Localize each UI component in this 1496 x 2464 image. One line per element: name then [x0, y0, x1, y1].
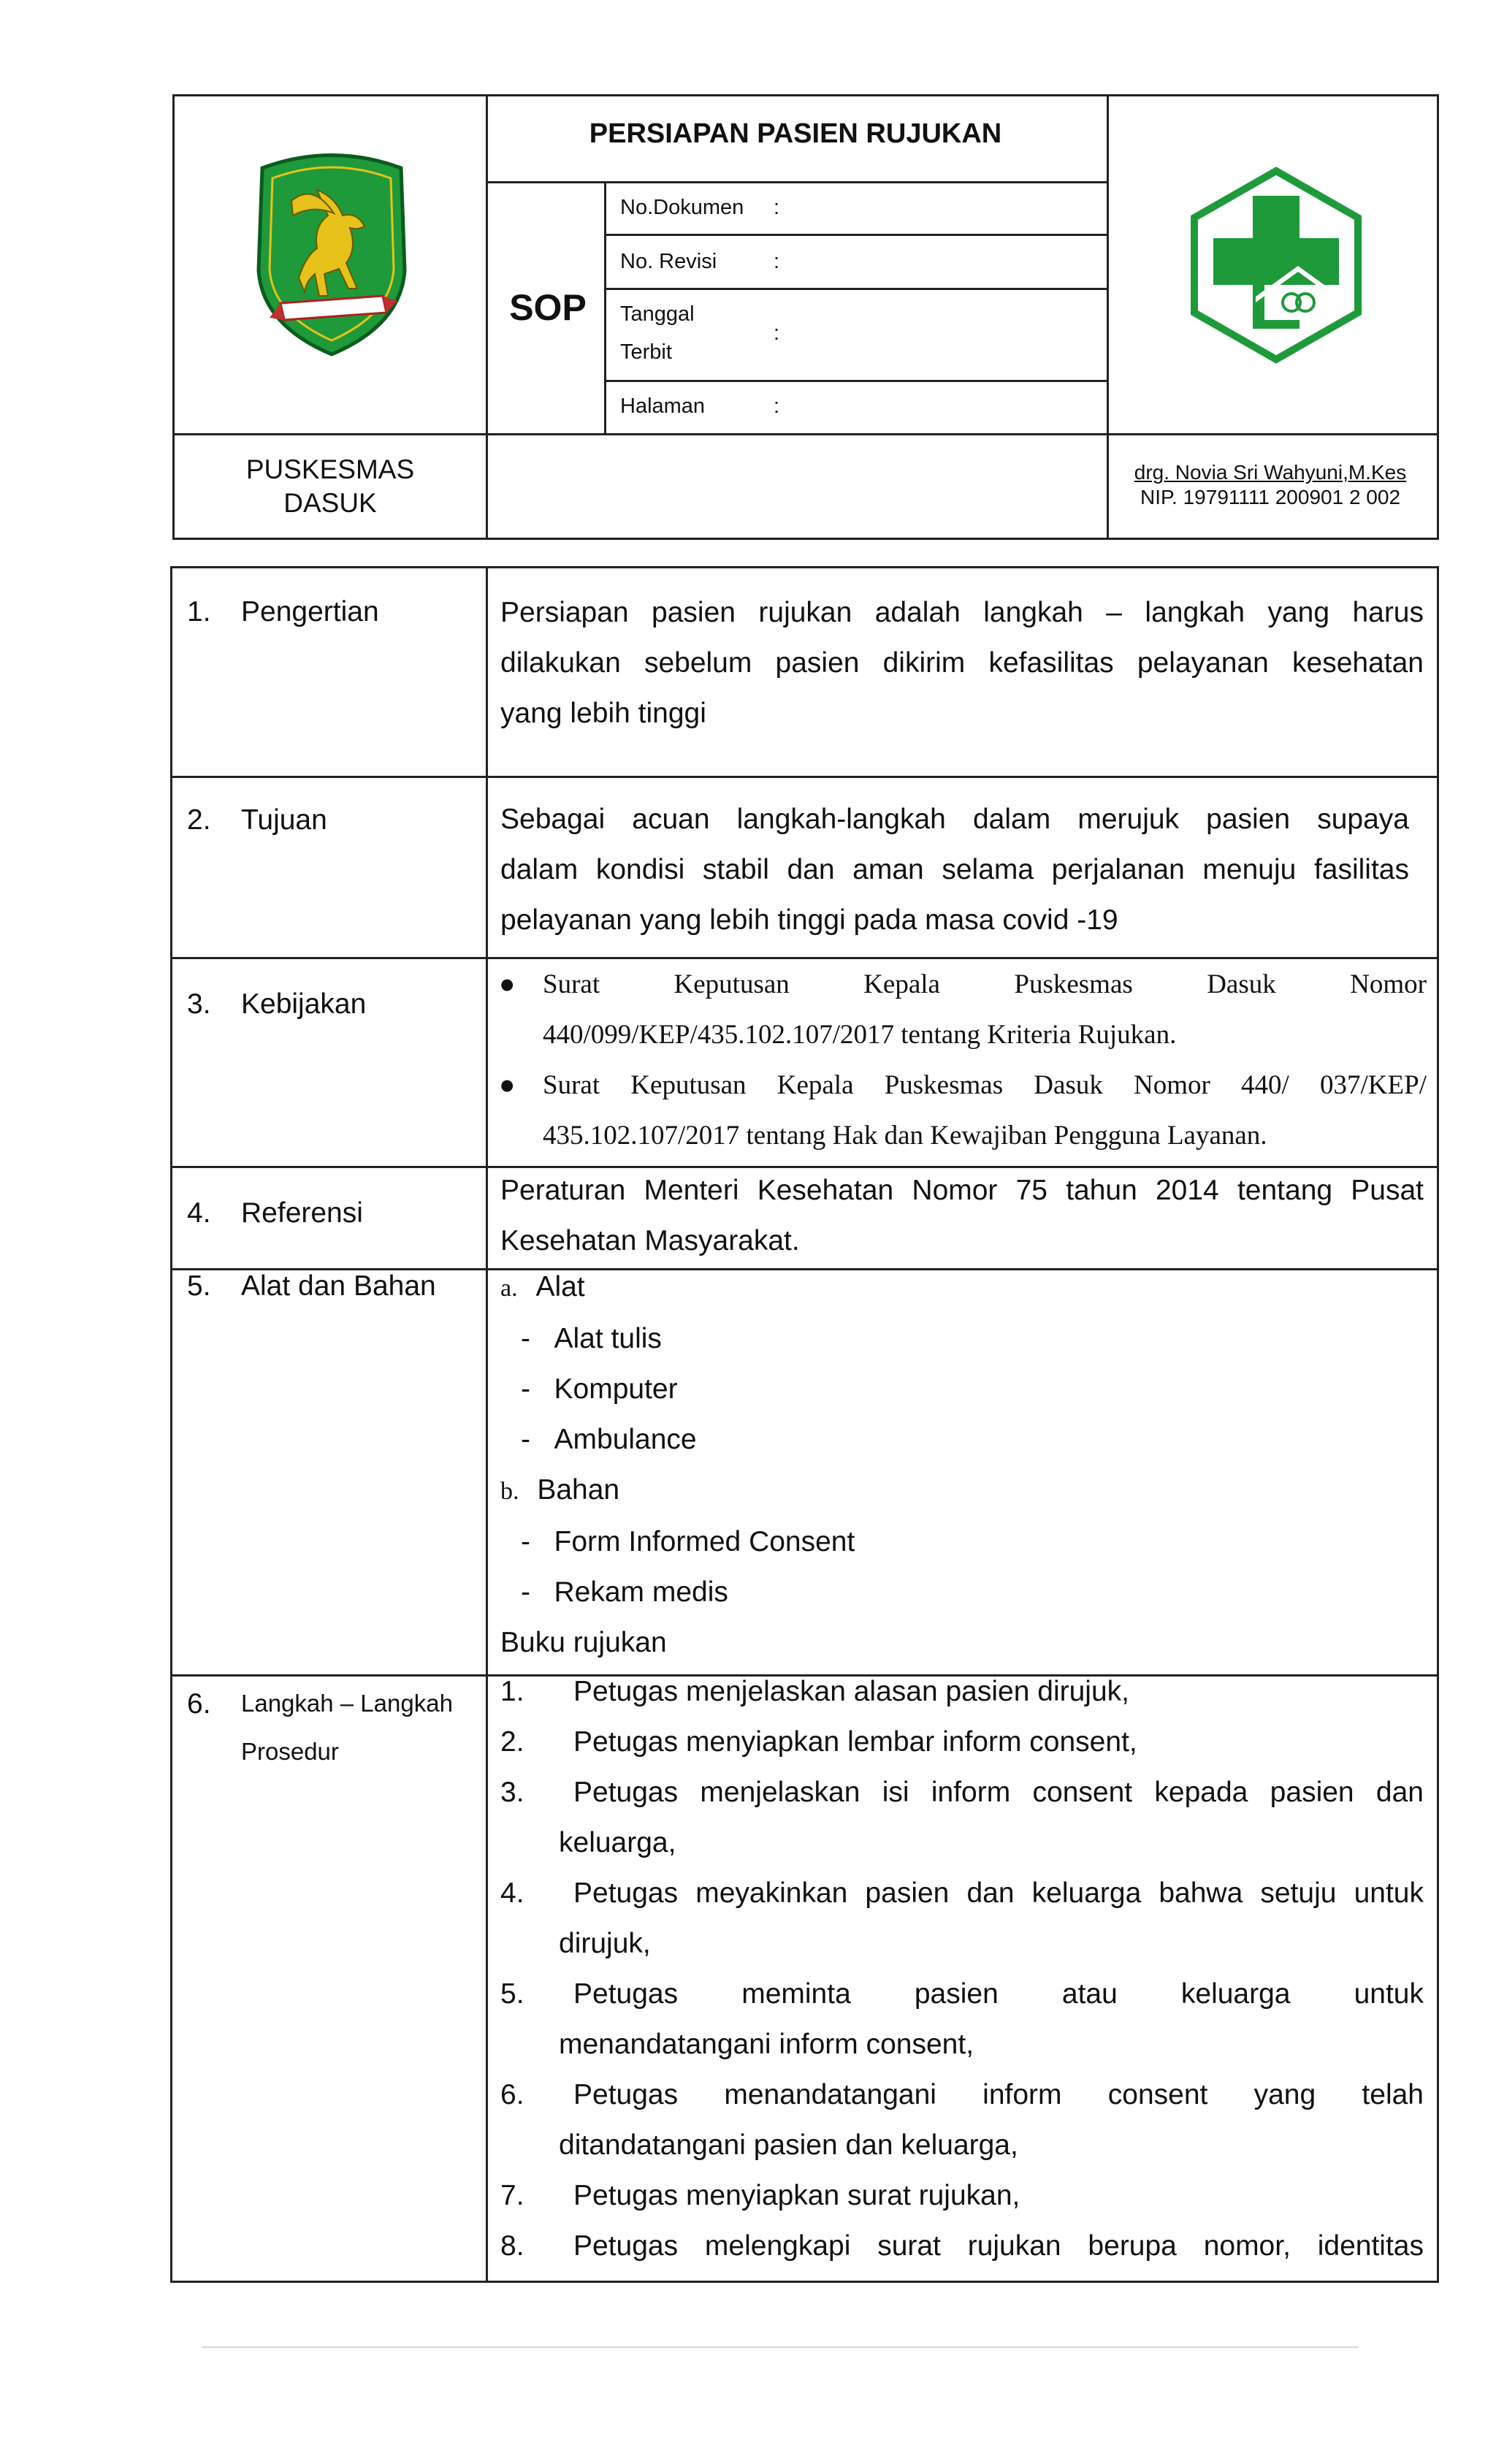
item-text: Ambulance: [554, 1424, 697, 1455]
tujuan-text: [500, 794, 1409, 945]
text-line: dalam kondisi stabil dan aman selama perjalanan menuju fasilitas: [500, 854, 1409, 885]
item-text: Alat tulis: [554, 1323, 662, 1354]
text-line: Sebagai acuan langkah-langkah dalam merujuk pasien supaya: [500, 804, 1409, 835]
org-line-2: DASUK: [283, 488, 377, 518]
row-langkah: [172, 1677, 1437, 2281]
tanggal-terbit-label-2: Terbit: [620, 340, 672, 364]
step-item: [500, 1717, 1424, 1767]
row-number: 5.: [187, 1270, 211, 1302]
row-kebijakan: [172, 959, 1437, 1168]
step-text: Petugas meminta pasien atau keluarga untuk: [573, 1978, 1424, 2010]
alat-bahan-list: [500, 1262, 1424, 1668]
step-number: 2.: [500, 1726, 524, 1758]
sop-label: SOP: [509, 287, 587, 328]
text-line: Kesehatan Masyarakat.: [500, 1225, 800, 1256]
no-dokumen-value: :: [774, 196, 780, 219]
row-label: Kebijakan: [241, 988, 367, 1020]
no-revisi-label: No. Revisi: [620, 250, 717, 273]
step-text: Petugas meyakinkan pasien dan keluarga bahwa setuju untuk: [573, 1877, 1424, 1909]
row-label: Referensi: [241, 1197, 363, 1229]
row-label: Pengertian: [241, 596, 379, 628]
label-line: Langkah – Langkah: [241, 1690, 453, 1717]
sop-header-table: [172, 94, 1439, 540]
kebijakan-list: [486, 959, 1427, 1161]
row-number: 3.: [187, 988, 211, 1020]
row-pengertian: [172, 568, 1437, 778]
tanggal-terbit-label-1: Tanggal: [620, 302, 695, 326]
text-line: yang lebih tinggi: [500, 698, 706, 729]
puskesmas-cross-logo: [1188, 167, 1364, 364]
step-item: [500, 1868, 1424, 1969]
item-text: Komputer: [554, 1373, 678, 1405]
row-number: 4.: [187, 1197, 211, 1229]
pengertian-text: [500, 587, 1424, 739]
halaman-label: Halaman: [620, 394, 706, 418]
text-line: Surat Keputusan Kepala Puskesmas Dasuk Nomor 440/ 037/KEP/: [543, 1070, 1427, 1100]
alat-heading: [500, 1262, 1424, 1313]
step-text: Petugas menyiapkan surat rujukan,: [573, 2180, 1020, 2211]
step-text: Petugas menjelaskan isi inform consent kepada pasien dan: [573, 1777, 1424, 1808]
bullet-icon: ●: [499, 969, 516, 999]
halaman-value: :: [774, 394, 780, 418]
subheading: Alat: [535, 1271, 585, 1302]
document-title: PERSIAPAN PASIEN RUJUKAN: [589, 118, 1002, 149]
page-footer-divider: [202, 2346, 1359, 2348]
sop-body-table: [170, 566, 1439, 2283]
step-number: 8.: [500, 2230, 524, 2262]
signatory-name: drg. Novia Sri Wahyuni,M.Kes: [1134, 461, 1407, 484]
row-number: 1.: [187, 596, 211, 628]
row-tujuan: [172, 778, 1437, 959]
step-item: [500, 1969, 1424, 2070]
puskesmas-name: [175, 453, 486, 520]
list-item: - Form Informed Consent: [521, 1526, 855, 1557]
text-line: 440/099/KEP/435.102.107/2017 tentang Kriteria Rujukan.: [543, 1020, 1177, 1050]
item-text: Rekam medis: [554, 1576, 728, 1608]
text-line: Surat Keputusan Kepala Puskesmas Dasuk Nomor: [543, 969, 1427, 999]
list-item: - Alat tulis: [521, 1323, 662, 1354]
step-item: [500, 2221, 1424, 2271]
referensi-text: [500, 1165, 1424, 1266]
text-line: Persiapan pasien rujukan adalah langkah – langkah yang harus: [500, 597, 1424, 628]
step-number: 3.: [500, 1777, 524, 1808]
row-label: Alat dan Bahan: [241, 1270, 436, 1302]
row-alat-bahan: [172, 1270, 1437, 1677]
signatory-nip: NIP. 19791111 200901 2 002: [1140, 486, 1401, 508]
step-number: 1.: [500, 1676, 524, 1707]
step-text: Petugas menandatangani inform consent yang telah: [573, 2079, 1424, 2110]
step-number: 4.: [500, 1877, 524, 1909]
step-number: 7.: [500, 2180, 524, 2211]
step-text: menandatangani inform consent,: [559, 2029, 974, 2060]
no-revisi-value: :: [774, 250, 780, 273]
bahan-heading: [500, 1465, 1424, 1517]
step-item: [500, 1666, 1424, 1717]
no-dokumen-label: No.Dokumen: [620, 196, 744, 219]
signatory-block: [1110, 460, 1431, 510]
text-line: dilakukan sebelum pasien dikirim kefasilitas pelayanan kesehatan: [500, 647, 1424, 679]
step-text: keluarga,: [559, 1827, 676, 1858]
item-text: Form Informed Consent: [554, 1526, 855, 1557]
org-line-1: PUSKESMAS: [245, 454, 415, 484]
list-item: [486, 959, 1427, 1060]
row-number: 2.: [187, 804, 211, 836]
list-item: - Komputer: [521, 1373, 678, 1405]
list-marker: a.: [500, 1275, 518, 1302]
pegasus-shield-logo: [248, 146, 416, 358]
tanggal-terbit-value: :: [774, 321, 780, 345]
row-referensi: [172, 1168, 1437, 1270]
text-line: pelayanan yang lebih tinggi pada masa covid -19: [500, 904, 1118, 936]
text-line: 435.102.107/2017 tentang Hak dan Kewajiban Pengguna Layanan.: [543, 1121, 1267, 1151]
bullet-icon: ●: [499, 1070, 516, 1100]
list-marker: b.: [500, 1478, 519, 1505]
list-item: [486, 1060, 1427, 1161]
step-item: [500, 2170, 1424, 2221]
step-text: Petugas menjelaskan alasan pasien dirujuk,: [573, 1676, 1129, 1707]
list-item: - Ambulance: [521, 1424, 697, 1455]
step-text: ditandatangani pasien dan keluarga,: [559, 2129, 1018, 2161]
langkah-steps: [500, 1666, 1424, 2271]
text-line: Peraturan Menteri Kesehatan Nomor 75 tahun 2014 tentang Pusat: [500, 1175, 1424, 1206]
list-item: - Rekam medis: [521, 1576, 728, 1608]
step-number: 6.: [500, 2079, 524, 2110]
step-item: [500, 2070, 1424, 2170]
row-label: Tujuan: [241, 804, 327, 836]
subheading: Bahan: [537, 1474, 620, 1506]
step-text: Petugas menyiapkan lembar inform consent,: [573, 1726, 1137, 1758]
row-number: 6.: [187, 1688, 211, 1720]
step-number: 5.: [500, 1978, 524, 2010]
step-item: [500, 1767, 1424, 1868]
step-text: Petugas melengkapi surat rujukan berupa nomor, identitas: [573, 2230, 1424, 2262]
step-text: dirujuk,: [559, 1928, 651, 1959]
label-line: Prosedur: [241, 1738, 339, 1765]
extra-item: Buku rujukan: [500, 1627, 667, 1658]
row-label: [241, 1679, 453, 1776]
